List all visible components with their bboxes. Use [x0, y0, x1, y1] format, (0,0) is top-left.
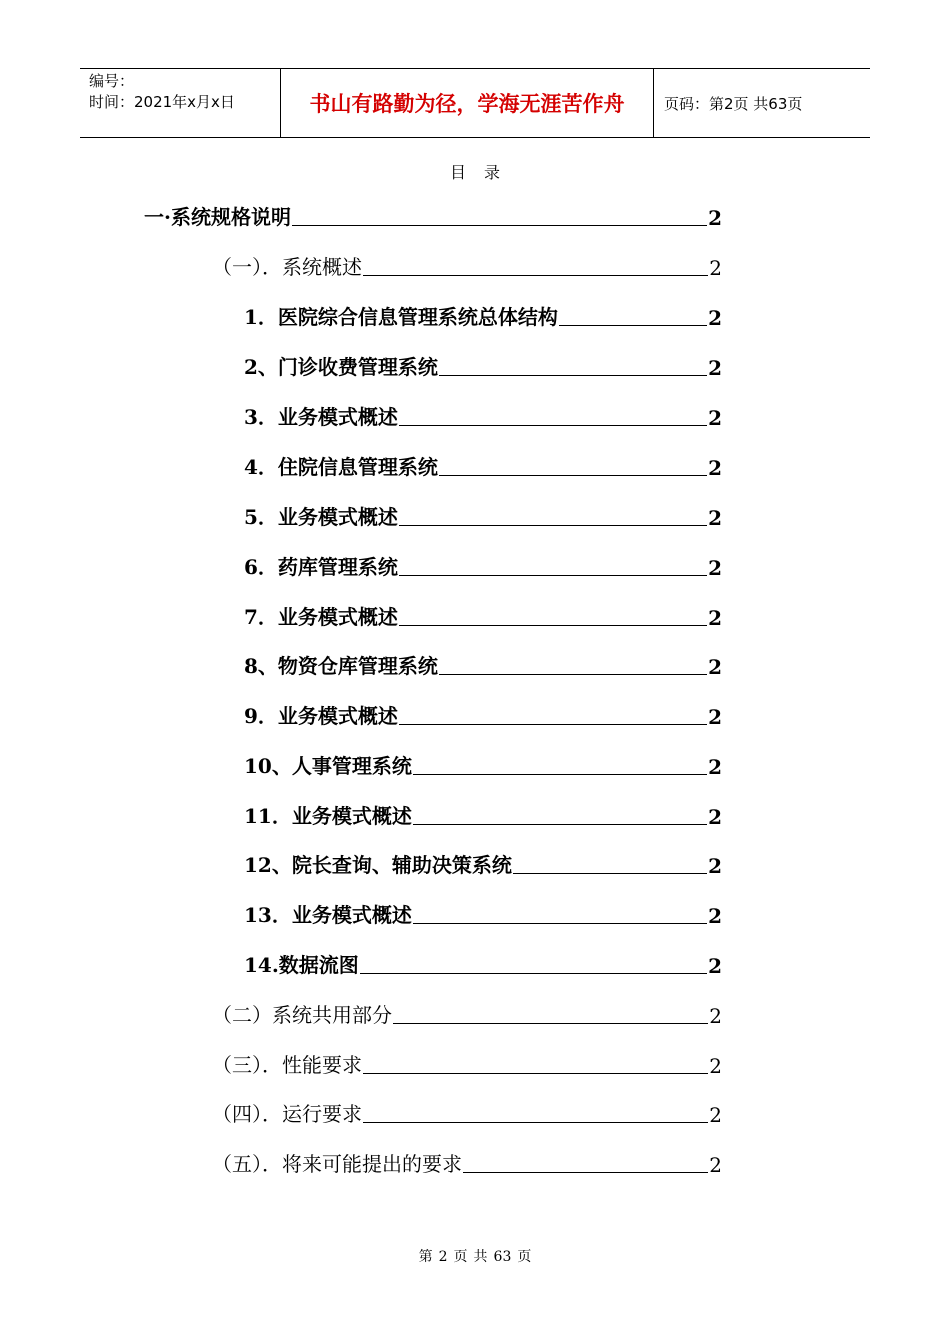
- page-header: [80, 68, 870, 138]
- toc-entry-page: 2: [708, 705, 722, 729]
- toc-entry-label: 10、人事管理系统: [244, 754, 412, 778]
- header-meta: [80, 69, 281, 137]
- toc-entry-page: 2: [708, 606, 722, 630]
- toc-entry-label: 12、院长查询、辅助决策系统: [244, 853, 512, 877]
- toc-entry-page: 2: [709, 1004, 722, 1028]
- footer-suffix: 页: [517, 1249, 532, 1265]
- footer-prefix: 第: [418, 1249, 433, 1265]
- footer-page-number: 2: [438, 1249, 448, 1265]
- toc-leader: [360, 973, 707, 974]
- toc-entry[interactable]: [244, 651, 722, 679]
- toc-entry-label: 9．业务模式概述: [244, 704, 398, 728]
- toc-entry-page: 2: [708, 655, 722, 679]
- toc-entry-label: （一）．系统概述: [212, 255, 362, 279]
- header-motto: 书山有路勤为径，学海无涯苦作舟: [281, 69, 654, 137]
- toc-entry-label: 3．业务模式概述: [244, 405, 398, 429]
- toc-leader: [413, 824, 707, 825]
- toc-entry-label: 13．业务模式概述: [244, 903, 412, 927]
- toc-entry-label: （三）．性能要求: [212, 1053, 362, 1077]
- toc-entry-page: 2: [708, 506, 722, 530]
- toc-leader: [363, 1122, 708, 1123]
- toc-entry-label: 1．医院综合信息管理系统总体结构: [244, 305, 558, 329]
- toc-leader: [399, 724, 707, 725]
- toc-entry[interactable]: [244, 900, 722, 928]
- toc-entry-label: 8、物资仓库管理系统: [244, 654, 438, 678]
- toc-entry-page: 2: [708, 356, 722, 380]
- toc-entry-page: 2: [708, 755, 722, 779]
- toc-entry-label: 6．药库管理系统: [244, 555, 398, 579]
- toc-entry[interactable]: [244, 751, 722, 779]
- toc-leader: [363, 1073, 708, 1074]
- toc-entry[interactable]: [212, 252, 722, 280]
- toc-entry[interactable]: [244, 850, 722, 878]
- toc-entry[interactable]: [212, 1149, 722, 1177]
- toc-entry-page: 2: [708, 854, 722, 878]
- toc-entry-label: （二）系统共用部分: [212, 1003, 392, 1027]
- toc-entry[interactable]: [244, 352, 722, 380]
- toc-entry[interactable]: [244, 950, 722, 978]
- toc-leader: [363, 275, 708, 276]
- toc-entry[interactable]: [212, 1000, 722, 1028]
- footer-page-word: 页: [453, 1249, 468, 1265]
- toc-entry-page: 2: [708, 306, 722, 330]
- toc-entry-label: 14.数据流图: [244, 953, 359, 977]
- toc-entry-label: （四）．运行要求: [212, 1102, 362, 1126]
- toc-entry[interactable]: [244, 302, 722, 330]
- toc-leader: [439, 674, 707, 675]
- document-date-label: 时间：2021年x月x日: [89, 93, 235, 111]
- footer-total-word: 共: [473, 1249, 488, 1265]
- toc-entry[interactable]: [244, 602, 722, 630]
- toc-entry-label: （五）．将来可能提出的要求: [212, 1152, 462, 1176]
- toc-leader: [559, 325, 707, 326]
- toc-leader: [513, 873, 707, 874]
- toc-entry-label: 5．业务模式概述: [244, 505, 398, 529]
- toc-entry-page: 2: [708, 456, 722, 480]
- toc-entry[interactable]: [212, 1099, 722, 1127]
- toc-leader: [393, 1023, 708, 1024]
- header-page-label: 页码：第2页 共63页: [664, 94, 803, 113]
- toc-leader: [399, 625, 707, 626]
- toc-entry[interactable]: [212, 1050, 722, 1078]
- toc-entry-page: 2: [708, 954, 722, 978]
- toc-leader: [292, 225, 707, 226]
- toc-title: 目录: [449, 163, 518, 182]
- toc-entry-label: 11．业务模式概述: [244, 804, 412, 828]
- toc-entry-label: 一·系统规格说明: [144, 205, 291, 229]
- toc-entry[interactable]: [244, 402, 722, 430]
- toc-entry-page: 2: [709, 1103, 722, 1127]
- toc-leader: [439, 375, 707, 376]
- toc-entry-page: 2: [708, 904, 722, 928]
- toc-leader: [439, 475, 707, 476]
- toc-entry-page: 2: [708, 556, 722, 580]
- page-footer: [0, 1246, 950, 1266]
- toc-entry-page: 2: [709, 1054, 722, 1078]
- toc-leader: [413, 774, 707, 775]
- document-number-label: 编号：: [89, 72, 135, 90]
- toc-leader: [463, 1172, 708, 1173]
- toc-entry[interactable]: [244, 801, 722, 829]
- toc-entry[interactable]: [244, 502, 722, 530]
- toc-leader: [399, 525, 707, 526]
- toc-entry[interactable]: [244, 452, 722, 480]
- toc-entry[interactable]: [144, 202, 722, 230]
- toc-entry-label: 2、门诊收费管理系统: [244, 355, 438, 379]
- toc-leader: [399, 575, 707, 576]
- toc-entry-page: 2: [708, 206, 722, 230]
- toc-entry-page: 2: [709, 256, 722, 280]
- toc-entry-label: 4．住院信息管理系统: [244, 455, 438, 479]
- toc-entry-page: 2: [708, 805, 722, 829]
- toc-leader: [399, 425, 707, 426]
- toc-entry-label: 7．业务模式概述: [244, 605, 398, 629]
- toc-entry-page: 2: [709, 1153, 722, 1177]
- toc-entry[interactable]: [244, 701, 722, 729]
- footer-total-pages: 63: [493, 1249, 512, 1265]
- toc-entry-page: 2: [708, 406, 722, 430]
- toc-leader: [413, 923, 707, 924]
- toc-entry[interactable]: [244, 552, 722, 580]
